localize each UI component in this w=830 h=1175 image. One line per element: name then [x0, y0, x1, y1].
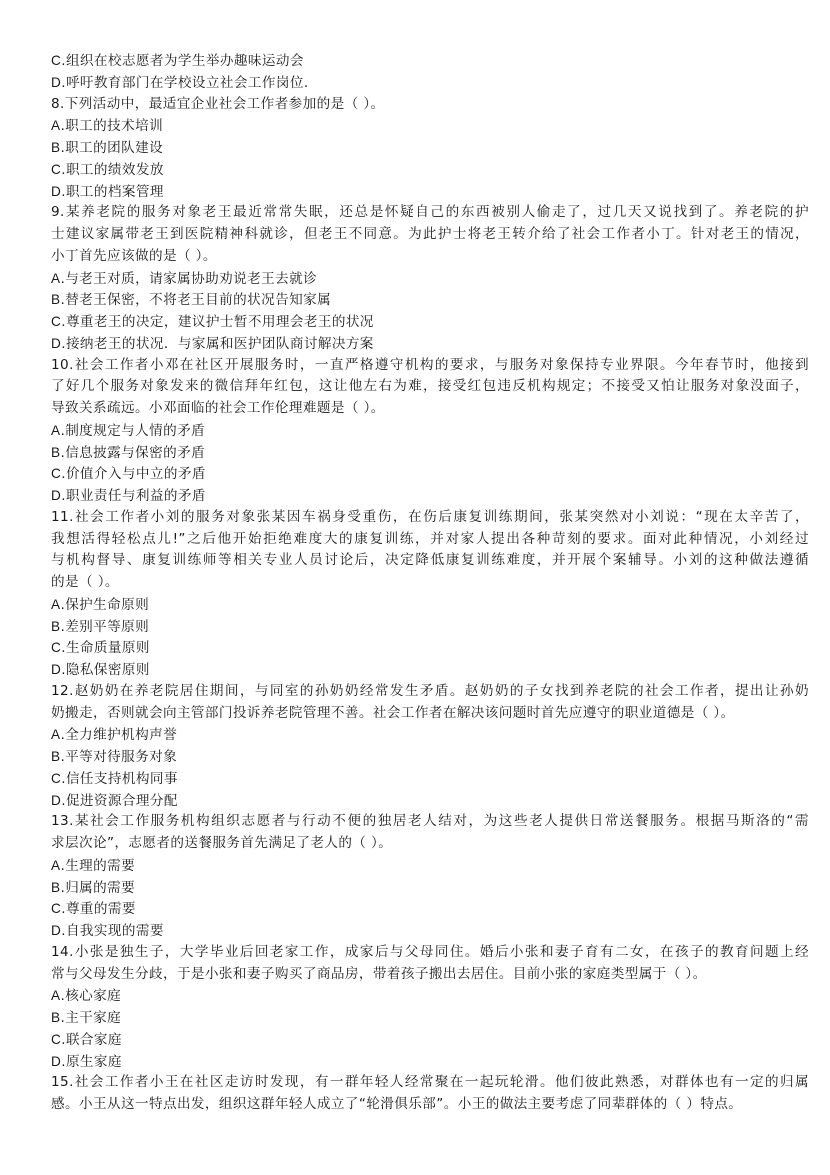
option-text: .信任支持机构同事	[61, 770, 178, 787]
question-text-line: 导致关系疏远。小邓面临的社会工作伦理难题是（ ）。	[51, 400, 385, 416]
option-label: C	[51, 53, 62, 68]
option-label: C	[51, 314, 62, 329]
option-text: .价值介入与中立的矛盾	[61, 466, 206, 483]
question-15	[51, 1072, 809, 1116]
option-text: .隐私保密原则	[61, 662, 150, 678]
option-d	[51, 72, 809, 94]
option-text: .呼吁教育部门在学校设立社会工作岗位.	[61, 74, 309, 91]
option-c	[51, 463, 809, 485]
option-text: .主干家庭	[60, 1010, 122, 1026]
option-b	[51, 877, 809, 899]
option-text: .职工的团队建设	[60, 140, 164, 156]
option-text: .差别平等原则	[60, 618, 150, 635]
option-text: .信息披露与保密的矛盾	[60, 444, 206, 461]
option-label: C	[51, 1031, 62, 1047]
option-text: .职工的档案管理	[61, 183, 164, 200]
option-d	[51, 485, 809, 507]
question-text-line: 奶搬走，否则就会向主管部门投诉养老院管理不善。社会工作者在解决该问题时首先应遵守的职业道德是（ ）。	[51, 704, 735, 721]
question-text-line: 8.下列活动中，最适宜企业社会工作者参加的是（ ）。	[51, 95, 385, 112]
option-d	[51, 790, 809, 812]
option-text: .自我实现的需要	[61, 923, 164, 939]
option-label: B	[51, 444, 61, 460]
question-text-line: 常与父母发生分歧，于是小张和妻子购买了商品房，带着孩子搬出去居住。目前小张的家庭类型属于（ ）。	[51, 965, 707, 982]
question-text-line: 我想活得轻松点儿!”之后他开始拒绝难度大的康复训练，并对家人提出各种苛刻的要求。面对此种情况，小刘经过	[51, 530, 809, 547]
option-label: D	[51, 792, 62, 808]
option-label: C	[51, 161, 62, 177]
option-a	[51, 985, 809, 1007]
option-label: A	[51, 857, 61, 873]
question-text-line: 士建议家属带老王到医院精神科就诊，但老王不同意。为此护士将老王转介给了社会工作者小丁。针对老王的情况，	[51, 226, 809, 242]
question-text-line: 小丁首先应该做的是（ ）。	[51, 247, 217, 264]
option-d	[51, 333, 809, 355]
question-14	[51, 942, 809, 986]
question-text-line: 感。小王从这一特点出发，组织这群年轻人成立了“轮滑俱乐部”。小王的做法主要考虑了同辈群体的（ ）特点。	[51, 1096, 743, 1112]
option-label: C	[51, 466, 62, 482]
option-label: D	[51, 488, 62, 503]
question-9	[51, 202, 809, 267]
option-text: .促进资源合理分配	[61, 792, 178, 809]
option-b	[51, 289, 809, 311]
option-b	[51, 1007, 809, 1029]
option-text: .职业责任与利益的矛盾	[61, 488, 206, 504]
option-label: D	[51, 662, 62, 677]
option-label: A	[51, 988, 61, 1004]
question-text-line: 11.社会工作者小刘的服务对象张某因车祸身受重伤，在伤后康复训练期间，张某突然对小刘说：“现在太辛苦了，	[51, 508, 809, 525]
option-c	[51, 637, 809, 659]
option-text: .保护生命原则	[60, 596, 150, 613]
question-10	[51, 355, 809, 420]
question-text-line: 13.某社会工作服务机构组织志愿者与行动不便的独居老人结对，为这些老人提供日常送餐服务。根据马斯洛的“需	[51, 813, 809, 830]
exam-page	[51, 50, 809, 1116]
option-text: .尊重老王的决定，建议护士暂不用理会老王的状况	[61, 314, 374, 330]
option-label: A	[51, 270, 61, 286]
option-a	[51, 268, 809, 290]
question-text-line: 14.小张是独生子，大学毕业后回老家工作，成家后与父母同住。婚后小张和妻子育有二女，在孩子的教育问题上经	[51, 943, 809, 960]
option-a	[51, 115, 809, 137]
question-13	[51, 811, 809, 855]
question-text-line: 求层次论”，志愿者的送餐服务首先满足了老人的（ ）。	[51, 835, 393, 851]
option-label: B	[51, 140, 61, 155]
option-text: .与老王对质，请家属协助劝说老王去就诊	[60, 270, 318, 287]
option-label: D	[51, 183, 62, 199]
question-12	[51, 681, 809, 725]
option-text: .职工的技术培训	[60, 118, 164, 135]
option-d	[51, 920, 809, 942]
option-text: .原生家庭	[61, 1053, 122, 1070]
option-text: .替老王保密，不将老王目前的状况告知家属	[60, 292, 332, 309]
option-d	[51, 659, 809, 681]
option-text: .生命质量原则	[61, 640, 150, 657]
option-text: .归属的需要	[60, 879, 136, 896]
option-label: B	[51, 749, 61, 764]
option-label: A	[51, 596, 61, 612]
option-label: C	[51, 770, 62, 786]
option-text: .核心家庭	[60, 988, 122, 1005]
option-text: .全力维护机构声誉	[60, 727, 178, 744]
option-c	[51, 311, 809, 333]
option-text: .生理的需要	[60, 857, 136, 874]
option-d	[51, 181, 809, 203]
option-c	[51, 50, 809, 72]
question-8	[51, 94, 809, 116]
option-label: D	[51, 1053, 62, 1069]
option-a	[51, 420, 809, 442]
option-label: B	[51, 292, 61, 308]
option-b	[51, 746, 809, 768]
option-text: .组织在校志愿者为学生举办趣味运动会	[61, 53, 304, 69]
option-label: D	[51, 335, 62, 351]
option-label: D	[51, 923, 62, 938]
option-label: A	[51, 727, 61, 743]
option-label: B	[51, 879, 61, 895]
question-text-line: 9.某养老院的服务对象老王最近常常失眠，还总是怀疑自己的东西被别人偷走了，过几天又说找到了。养老院的护	[51, 204, 809, 221]
question-11	[51, 507, 809, 594]
option-label: B	[51, 618, 61, 634]
option-c	[51, 1029, 809, 1051]
option-c	[51, 898, 809, 920]
question-text-line: 12.赵奶奶在养老院居住期间，与同室的孙奶奶经常发生矛盾。赵奶奶的子女找到养老院的社会工作者，提出让孙奶	[51, 682, 809, 699]
option-text: .尊重的需要	[61, 901, 136, 918]
option-text: .职工的绩效发放	[61, 161, 164, 178]
option-b	[51, 616, 809, 638]
option-text: .平等对待服务对象	[60, 749, 178, 765]
option-label: A	[51, 118, 61, 134]
option-c	[51, 159, 809, 181]
option-d	[51, 1051, 809, 1073]
option-b	[51, 137, 809, 159]
question-text-line: 10.社会工作者小邓在社区开展服务时，一直严格遵守机构的要求，与服务对象保持专业界限。今年春节时，他接到	[51, 356, 809, 373]
question-text-line: 的是（ ）。	[51, 574, 119, 590]
option-text: .联合家庭	[61, 1031, 122, 1048]
option-label: B	[51, 1010, 61, 1025]
option-b	[51, 442, 809, 464]
option-text: .制度规定与人情的矛盾	[60, 422, 206, 439]
option-label: C	[51, 901, 62, 917]
question-text-line: 15.社会工作者小王在社区走访时发现，有一群年轻人经常聚在一起玩轮滑。他们彼此熟悉，对群体也有一定的归属	[51, 1074, 809, 1091]
option-label: D	[51, 74, 62, 90]
option-text: .接纳老王的状况．与家属和医护团队商讨解决方案	[61, 335, 374, 352]
option-label: C	[51, 640, 62, 656]
option-a	[51, 594, 809, 616]
option-c	[51, 768, 809, 790]
option-label: A	[51, 422, 61, 438]
option-a	[51, 724, 809, 746]
question-text-line: 了好几个服务对象发来的微信拜年红包，这让他左右为难，接受红包违反机构规定；不接受又怕让服务对象没面子，	[51, 378, 809, 395]
question-text-line: 与机构督导、康复训练师等相关专业人员讨论后，决定降低康复训练难度，并开展个案辅导。小刘的这种做法遵循	[51, 552, 809, 569]
option-a	[51, 855, 809, 877]
